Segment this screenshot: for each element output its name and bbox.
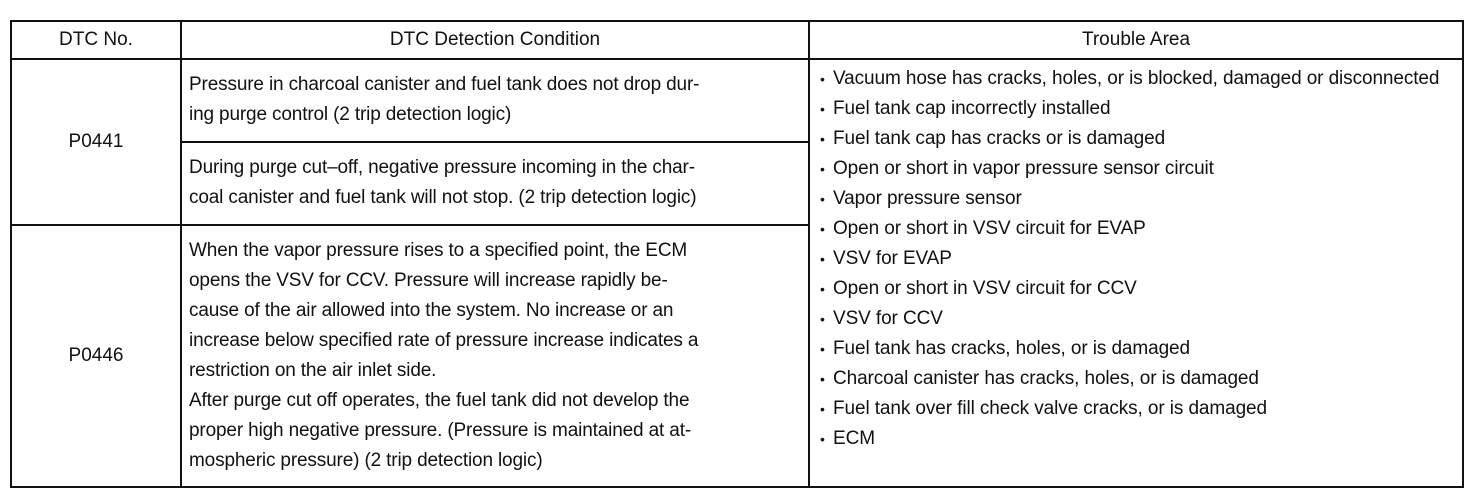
bullet-icon: • [820, 131, 825, 147]
bullet-icon: • [820, 161, 825, 177]
dtc-code-p0441: P0441 [12, 60, 182, 226]
bullet-icon: • [820, 221, 825, 237]
trouble-area-item-text: Fuel tank over fill check valve cracks, or is damaged [833, 398, 1267, 419]
trouble-area-item-text: Fuel tank cap has cracks or is damaged [833, 128, 1166, 149]
bullet-icon: • [820, 341, 825, 357]
trouble-area-item [818, 244, 1454, 274]
condition-p0446: When the vapor pressure rises to a specified point, the ECM opens the VSV for CCV. Pressure will increase rapidly be- cause of the air allowed into the system. No increase or an increase below specified rate of pressure increase indicates a restriction on the air inlet side. After purge cut off operates, the fuel tank did not develop the proper high negative pressure. (Pressure is maintained at at- mospheric pressure) (2 trip detection logic) [182, 226, 810, 486]
condition-p0441-purge-cutoff: During purge cut–off, negative pressure incoming in the char- coal canister and fuel tank will not stop. (2 trip detection logic) [182, 143, 810, 226]
bullet-icon: • [820, 431, 825, 447]
bullet-icon: • [820, 371, 825, 387]
dtc-code-p0446: P0446 [12, 226, 182, 486]
trouble-area-item [818, 334, 1454, 364]
trouble-area-item-text: Open or short in VSV circuit for EVAP [833, 218, 1146, 239]
header-detection-condition: DTC Detection Condition [182, 22, 810, 60]
bullet-icon: • [820, 281, 825, 297]
trouble-area-item-text: Fuel tank cap incorrectly installed [833, 98, 1111, 119]
trouble-area-item-text: Vacuum hose has cracks, holes, or is blocked, damaged or disconnected [833, 68, 1440, 89]
trouble-area-item-text: VSV for EVAP [833, 248, 952, 269]
trouble-area-item [818, 214, 1454, 244]
bullet-icon: • [820, 191, 825, 207]
trouble-area-item [818, 184, 1454, 214]
trouble-area-item-text: Charcoal canister has cracks, holes, or is damaged [833, 368, 1259, 389]
trouble-area-cell [810, 60, 1462, 486]
trouble-area-item [818, 424, 1454, 454]
trouble-area-item-text: Open or short in VSV circuit for CCV [833, 278, 1137, 299]
trouble-area-item [818, 304, 1454, 334]
trouble-area-list [818, 64, 1454, 454]
bullet-icon: • [820, 311, 825, 327]
bullet-icon: • [820, 251, 825, 267]
header-trouble-area: Trouble Area [810, 22, 1462, 60]
trouble-area-item [818, 394, 1454, 424]
bullet-icon: • [820, 71, 825, 87]
bullet-icon: • [820, 401, 825, 417]
trouble-area-item [818, 64, 1454, 94]
header-dtc-no: DTC No. [12, 22, 182, 60]
trouble-area-item-text: ECM [833, 428, 875, 449]
trouble-area-item [818, 124, 1454, 154]
bullet-icon: • [820, 101, 825, 117]
trouble-area-item [818, 364, 1454, 394]
trouble-area-item [818, 154, 1454, 184]
trouble-area-item-text: Fuel tank has cracks, holes, or is damaged [833, 338, 1190, 359]
trouble-area-item [818, 94, 1454, 124]
trouble-area-item-text: Vapor pressure sensor [833, 188, 1022, 209]
dtc-table [10, 20, 1464, 488]
condition-p0441-purge-control: Pressure in charcoal canister and fuel tank does not drop dur- ing purge control (2 trip detection logic) [182, 60, 810, 143]
trouble-area-item-text: Open or short in vapor pressure sensor circuit [833, 158, 1214, 179]
trouble-area-item-text: VSV for CCV [833, 308, 943, 329]
trouble-area-item [818, 274, 1454, 304]
